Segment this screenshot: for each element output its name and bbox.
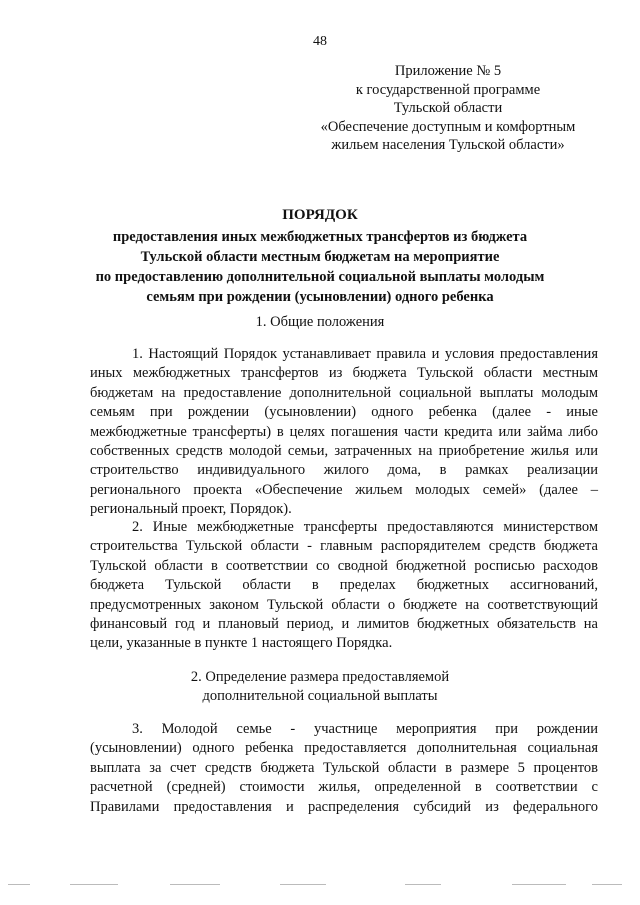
paragraph-line: выплата за счет средств бюджета Тульской области в размере 5 процентов bbox=[90, 759, 598, 776]
paragraph-line: расчетной (средней) стоимости жилья, определенной в соответствии с bbox=[90, 779, 598, 796]
paragraph-line: (усыновлении) одного ребенка предоставляется дополнительная социальная bbox=[90, 740, 598, 757]
section-2-heading bbox=[90, 668, 550, 706]
appendix-line: к государственной программе bbox=[355, 81, 541, 98]
subtitle-line: предоставления иных межбюджетных трансфертов из бюджета bbox=[112, 229, 528, 245]
scan-artifact-marks bbox=[0, 884, 640, 888]
document-subtitle bbox=[95, 227, 545, 307]
paragraph-line: региональный проект, Порядок). bbox=[90, 501, 292, 518]
paragraph-line: межбюджетные трансферты) в целях погашения части кредита или займа либо bbox=[90, 423, 598, 440]
paragraph-line: семьям при рождении (усыновлении) одного ребенка (далее - иные bbox=[90, 404, 598, 421]
appendix-line: Приложение № 5 bbox=[394, 63, 502, 79]
scan-mark bbox=[8, 884, 30, 885]
paragraph-line: собственных средств молодой семьи, затраченных на приобретение жилья или bbox=[90, 443, 598, 460]
paragraph-1 bbox=[90, 345, 598, 520]
scan-mark bbox=[70, 884, 118, 885]
section-1-heading bbox=[90, 313, 550, 332]
document-title: ПОРЯДОК bbox=[282, 207, 358, 223]
appendix-line: «Обеспечение доступным и комфортным bbox=[320, 118, 576, 135]
paragraph-line: 3. Молодой семье - участнице мероприятия при рождении bbox=[132, 721, 598, 737]
scan-mark bbox=[280, 884, 326, 885]
paragraph-line: регионального проекта «Обеспечение жильем молодых семей» (далее – bbox=[90, 481, 598, 498]
appendix-line: жильем населения Тульской области» bbox=[331, 137, 565, 153]
paragraph-line: Тульской области в соответствии со сводной бюджетной росписью расходов bbox=[90, 557, 598, 574]
paragraph-line: предусмотренных законом Тульской области о бюджете на соответствующий bbox=[90, 596, 598, 613]
paragraph-line: 2. Иные межбюджетные трансферты предоставляются министерством bbox=[132, 519, 598, 535]
subtitle-line: по предоставлению дополнительной социальной выплаты молодым bbox=[95, 269, 545, 285]
appendix-header bbox=[300, 62, 596, 155]
section-heading-line: дополнительной социальной выплаты bbox=[202, 688, 438, 704]
paragraph-line: бюджета Тульской области в пределах бюджетных ассигнований, bbox=[90, 577, 598, 594]
paragraph-2 bbox=[90, 518, 598, 654]
scan-mark bbox=[512, 884, 566, 885]
paragraph-3 bbox=[90, 720, 598, 817]
paragraph-line: финансовый год и плановый период, и лимитов бюджетных обязательств на bbox=[90, 616, 598, 633]
scan-mark bbox=[592, 884, 622, 885]
appendix-line: Тульской области bbox=[393, 100, 503, 116]
paragraph-line: 1. Настоящий Порядок устанавливает правила и условия предоставления bbox=[132, 346, 598, 362]
scan-mark bbox=[405, 884, 441, 885]
section-heading-line: 1. Общие положения bbox=[255, 314, 385, 330]
paragraph-line: строительство индивидуального жилого дома, в рамках реализации bbox=[90, 462, 598, 479]
paragraph-line: Правилами предоставления и распределения субсидий из федерального bbox=[90, 798, 598, 815]
paragraph-line: иных межбюджетных трансфертов из бюджета Тульской области местным bbox=[90, 365, 598, 382]
scan-mark bbox=[170, 884, 220, 885]
section-heading-line: 2. Определение размера предоставляемой bbox=[190, 669, 450, 685]
paragraph-line: бюджетам на предоставление дополнительной социальной выплаты молодым bbox=[90, 384, 598, 401]
subtitle-line: Тульской области местным бюджетам на мероприятие bbox=[140, 249, 500, 265]
paragraph-line: цели, указанные в пункте 1 настоящего Порядка. bbox=[90, 635, 393, 652]
paragraph-line: строительства Тульской области - главным распорядителем средств бюджета bbox=[90, 538, 598, 555]
subtitle-line: семьям при рождении (усыновлении) одного ребенка bbox=[146, 289, 494, 305]
page-number: 48 bbox=[313, 34, 327, 49]
